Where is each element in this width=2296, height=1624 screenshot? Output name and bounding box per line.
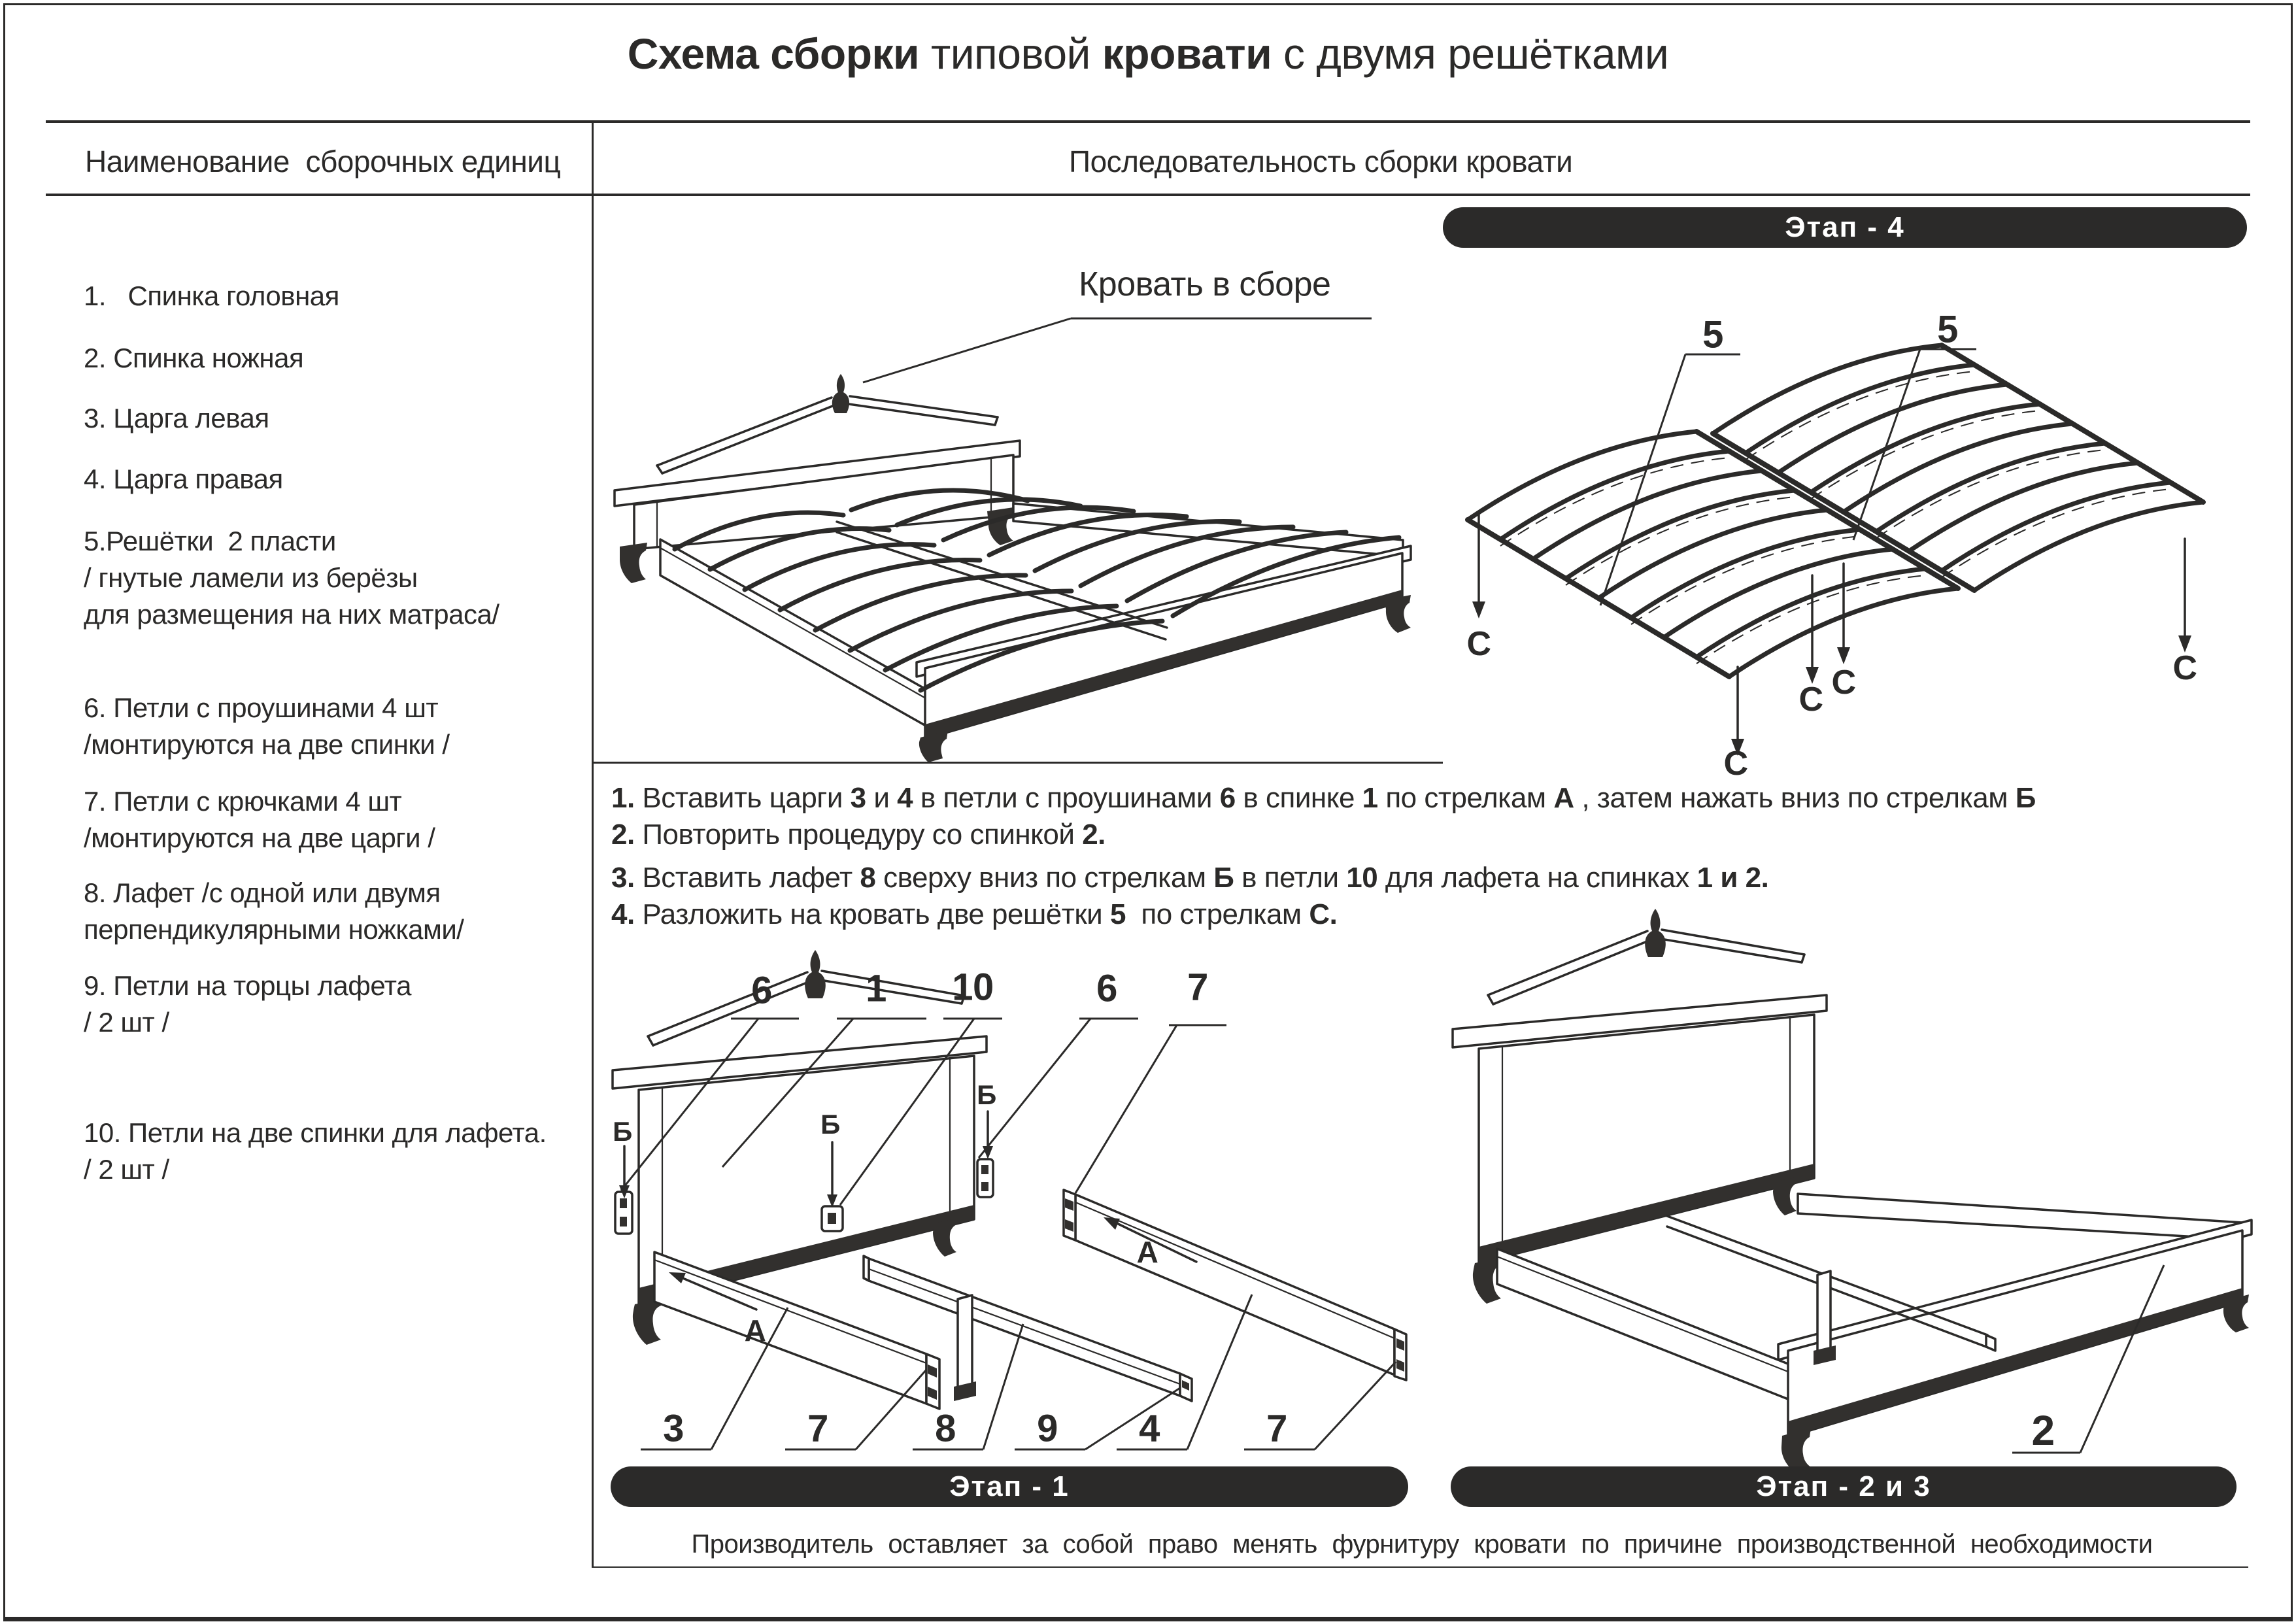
part-label-1: 1: [866, 967, 886, 1010]
part-line: для размещения на них матраса/: [84, 599, 499, 630]
part-item-1: [84, 278, 581, 314]
lattice-panel-2: [1713, 345, 2203, 590]
arrow-label-a: А: [1136, 1235, 1158, 1269]
title-light-2: с двумя решётками: [1272, 29, 1669, 78]
part-line: 4. Царга правая: [84, 464, 283, 494]
lattice-panel-1: [1468, 431, 1958, 677]
page-title: [0, 29, 2296, 78]
figure-stage-4-lattices: [1432, 248, 2296, 824]
figure-stage-1-exploded: [592, 938, 1442, 1468]
part-line: 5.Решётки 2 пласти: [84, 526, 336, 556]
finial: [832, 374, 849, 413]
foot: [620, 543, 647, 583]
part-item-9: [84, 968, 581, 1041]
part-item-6: [84, 690, 581, 763]
stage-1-pill-label: Этап - 1: [949, 1470, 1070, 1502]
part-item-5: [84, 523, 581, 633]
arrow-label-c: С: [1798, 681, 1823, 719]
part-item-8: [84, 875, 581, 948]
assembled-bed-caption: Кровать в сборе: [1079, 265, 1331, 303]
title-light-1: типовой: [919, 29, 1102, 78]
arrow-label-b: Б: [977, 1079, 996, 1110]
footer-rule: [592, 1566, 2248, 1568]
foot: [987, 507, 1013, 545]
arrow-label-c: С: [2172, 649, 2197, 687]
part-item-3: [84, 400, 581, 437]
part-line: /монтируются на две царги /: [84, 822, 435, 853]
stage-4-pill-label: Этап - 4: [1785, 211, 1905, 243]
part-label-10: 10: [952, 966, 994, 1009]
arrow-label-c: С: [1466, 625, 1491, 663]
right-column-header: Последовательность сборки кровати: [1069, 144, 1573, 178]
part-label-7: 7: [1187, 966, 1208, 1009]
part-label-5: 5: [1702, 313, 1723, 356]
part-line: 8. Лафет /с одной или двумя: [84, 877, 441, 908]
part-line: 1. Спинка головная: [84, 280, 339, 311]
part-line: /монтируются на две спинки /: [84, 729, 450, 760]
header-bottom-rule: [46, 194, 2250, 196]
part-item-4: [84, 461, 581, 498]
frame: [1497, 1194, 2252, 1472]
parts-list: [84, 278, 581, 1188]
arrow-label-b: Б: [613, 1116, 632, 1147]
part-label-7: 7: [1266, 1407, 1287, 1450]
foot: [1385, 595, 1411, 633]
stage-2-3-pill-label: Этап - 2 и 3: [1756, 1470, 1931, 1502]
stage-2-3-pill: [1451, 1466, 2237, 1507]
part-line: / гнутые ламели из берёзы: [84, 562, 418, 593]
part-label-8: 8: [935, 1407, 956, 1450]
part-line: 7. Петли с крючками 4 шт: [84, 786, 402, 817]
header-top-rule: [46, 120, 2250, 123]
part-line: / 2 шт /: [84, 1007, 169, 1038]
part-item-10: [84, 1115, 581, 1188]
title-bold-2: кровати: [1102, 29, 1272, 78]
instruction-line-4: 4. Разложить на кровать две решётки 5 по стрелкам С.: [611, 898, 1338, 930]
part-label-6: 6: [751, 969, 772, 1012]
part-label-7: 7: [807, 1407, 828, 1450]
part-line: 10. Петли на две спинки для лафета.: [84, 1117, 547, 1148]
arrow-label-a: А: [744, 1313, 766, 1347]
part-line: 3. Царга левая: [84, 403, 269, 433]
foot: [1781, 1428, 1811, 1472]
arrow-label-b: Б: [820, 1109, 840, 1140]
part-line: / 2 шт /: [84, 1154, 169, 1185]
part-line: 9. Петли на торцы лафета: [84, 970, 411, 1001]
part-label-2: 2: [2031, 1407, 2055, 1454]
assembled-caption-leader: [863, 318, 1372, 382]
part-line: 2. Спинка ножная: [84, 343, 304, 373]
part-label-4: 4: [1139, 1407, 1160, 1450]
arrows-c: [1472, 513, 2191, 756]
arrow-label-c: С: [1831, 664, 1856, 702]
part-label-3: 3: [663, 1407, 684, 1450]
left-column-header: Наименование сборочных единиц: [85, 144, 561, 178]
part-label-9: 9: [1037, 1407, 1058, 1450]
manufacturer-note: Производитель оставляет за собой право менять фурнитуру кровати по причине производственной необходимости: [691, 1530, 2153, 1559]
part-line: 6. Петли с проушинами 4 шт: [84, 692, 439, 723]
part-label-6: 6: [1096, 967, 1117, 1010]
foot: [919, 730, 948, 762]
part-line: перпендикулярными ножками/: [84, 914, 464, 945]
part-item-2: [84, 340, 581, 377]
instruction-line-1: 1. Вставить царги 3 и 4 в петли с проушинами 6 в спинке 1 по стрелкам А , затем нажать вниз по стрелкам Б: [611, 782, 2036, 814]
part-label-5: 5: [1937, 308, 1958, 351]
headboard: [1453, 909, 1827, 1304]
arrow-label-c: С: [1723, 745, 1748, 783]
figure-stage-2-3-frame: [1432, 935, 2296, 1464]
part-item-7: [84, 783, 581, 856]
stage-1-pill: [611, 1466, 1408, 1507]
instruction-line-2: 2. Повторить процедуру со спинкой 2.: [611, 819, 1106, 851]
instruction-line-3: 3. Вставить лафет 8 сверху вниз по стрелкам Б в петли 10 для лафета на спинках 1 и 2.: [611, 862, 1769, 894]
title-bold-1: Схема сборки: [627, 29, 920, 78]
stage-4-pill: [1443, 207, 2247, 248]
